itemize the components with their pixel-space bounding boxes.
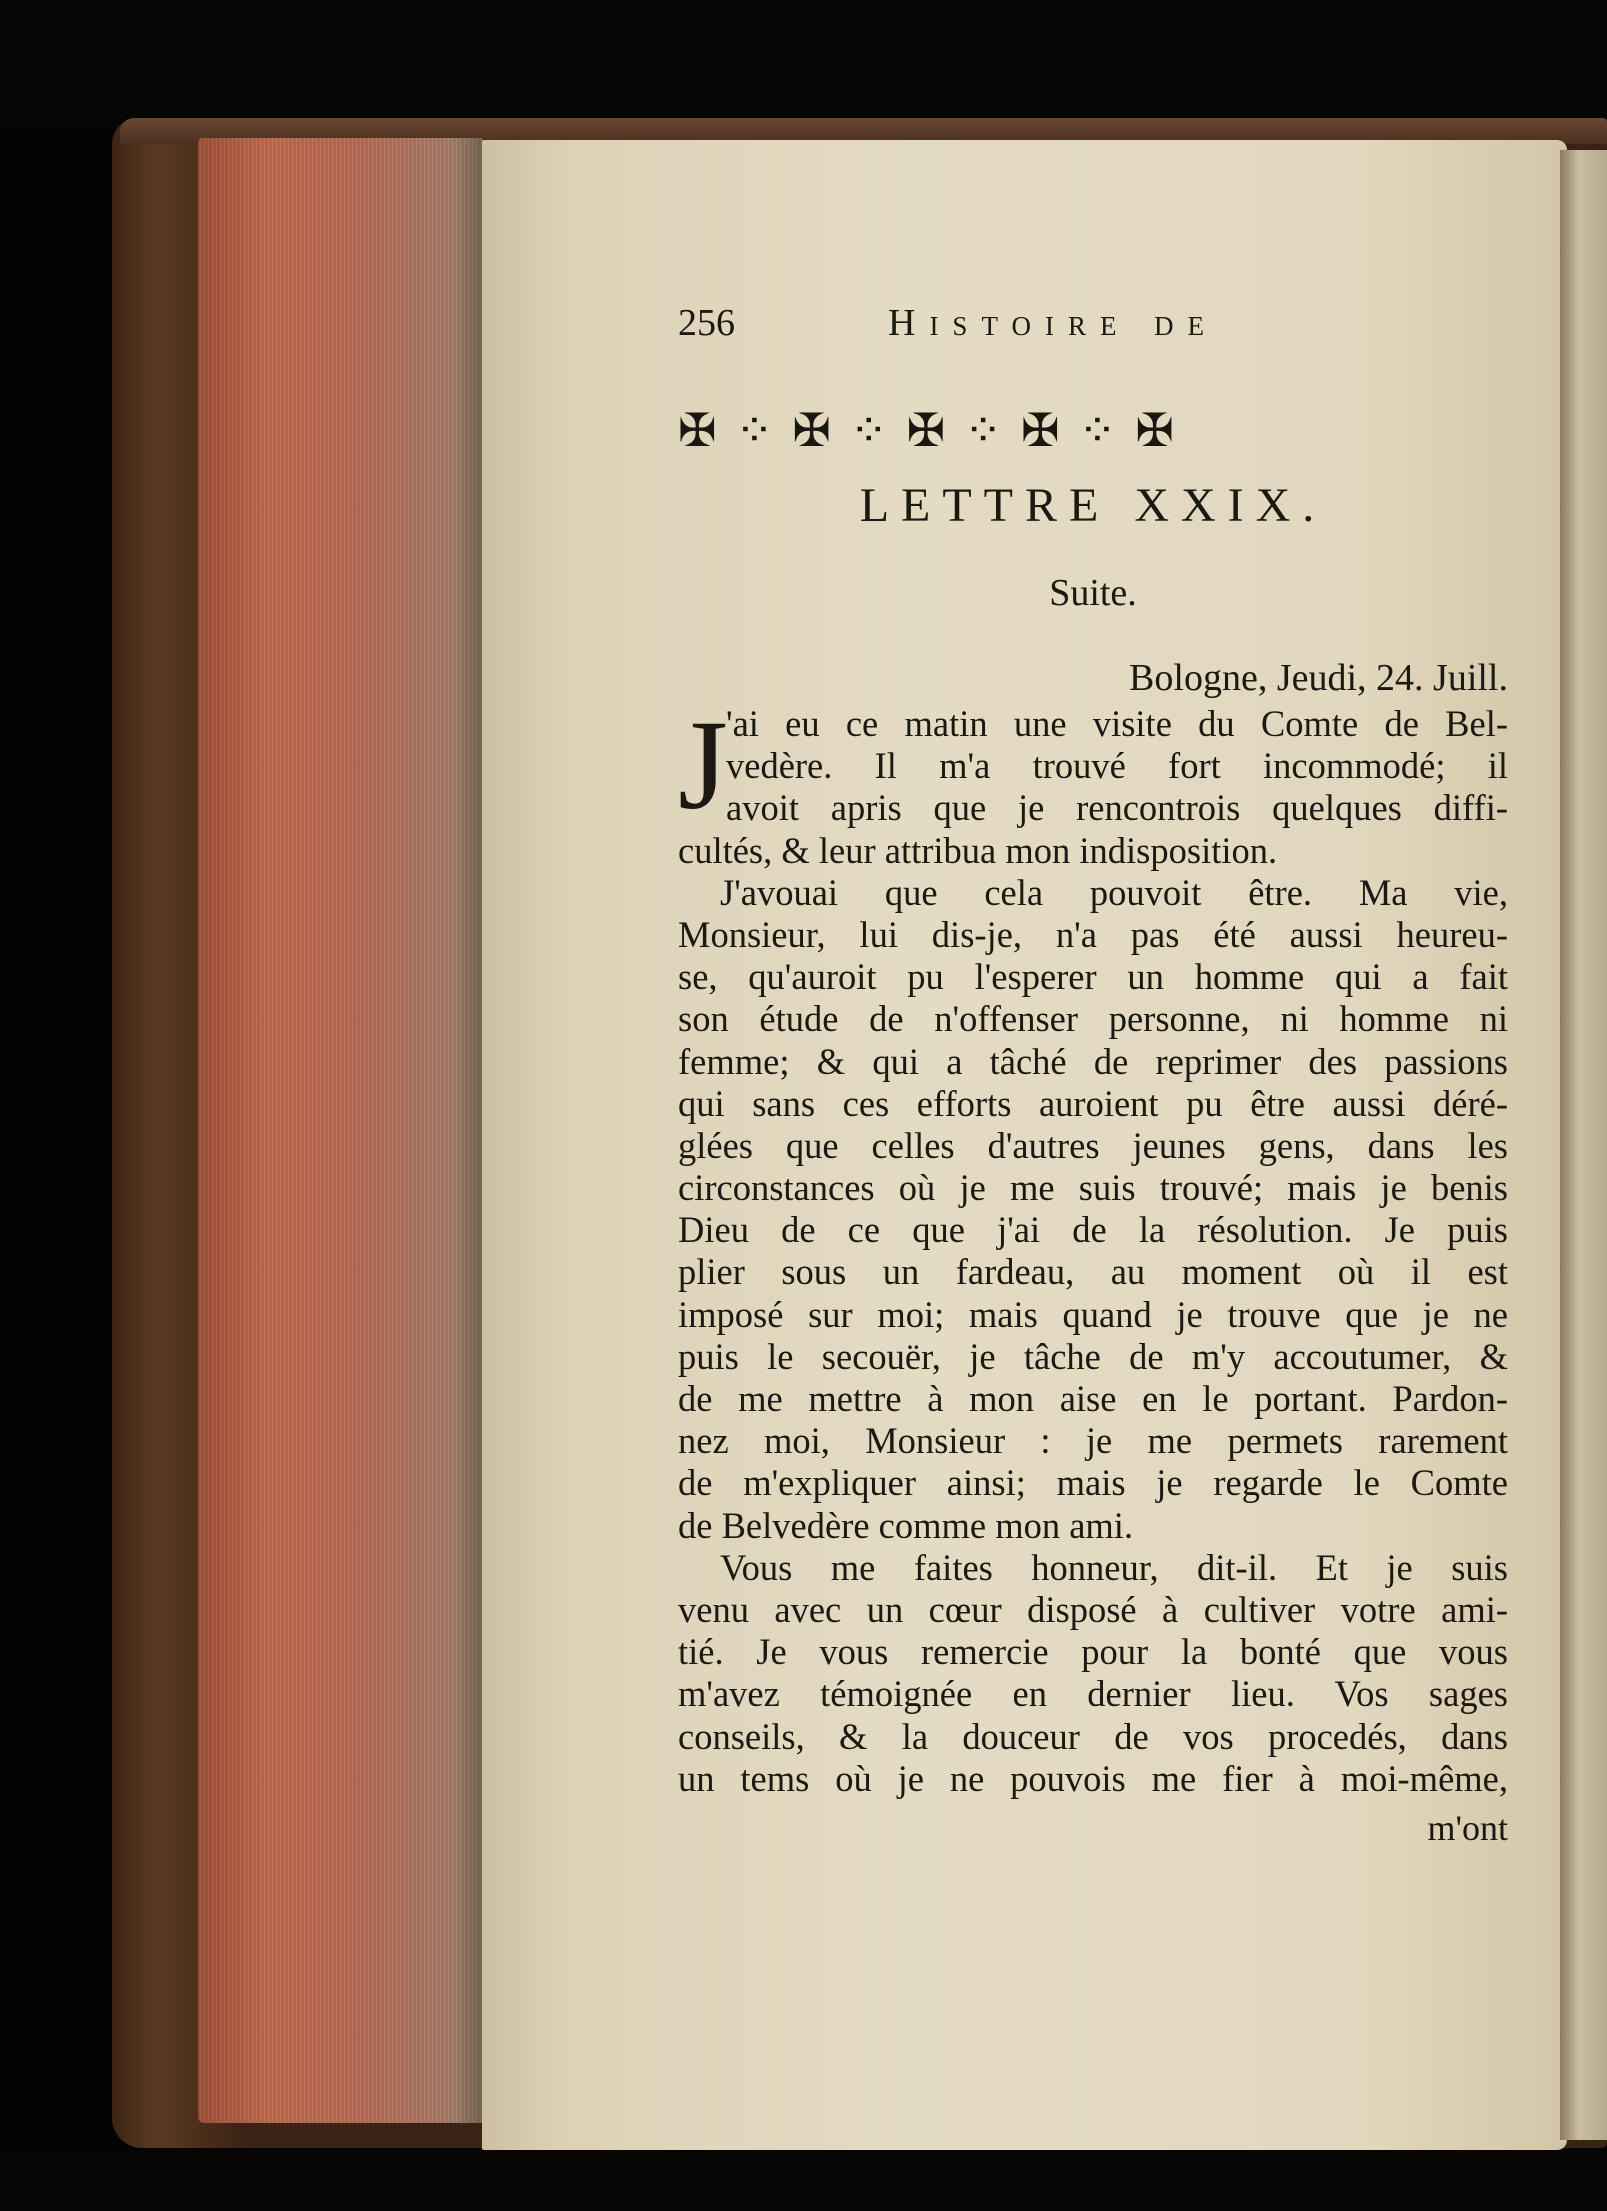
text-line: se, qu'auroit pu l'esperer un homme qui a fait — [678, 956, 1508, 998]
text-line: avoit apris que je rencontrois quelques diffi- — [726, 787, 1508, 829]
letter-subtitle: Suite. — [1049, 572, 1137, 614]
page-edges — [198, 138, 483, 2123]
catchword: m'ont — [1427, 1808, 1508, 1848]
text-line: imposé sur moi; mais quand je trouve que je ne — [678, 1293, 1508, 1335]
text-line: venu avec un cœur disposé à cultiver votre ami- — [678, 1588, 1508, 1630]
ornament-border — [678, 400, 1508, 460]
text-line: 'ai eu ce matin une visite du Comte de Bel- — [726, 703, 1508, 744]
text-line: cultés, & leur attribua mon indisposition. — [678, 829, 1278, 871]
text-line: conseils, & la douceur de vos procedés, dans — [678, 1715, 1508, 1757]
text-line: vedère. Il m'a trouvé fort incommodé; il — [726, 745, 1508, 787]
running-head — [678, 300, 1508, 346]
background-bottom — [0, 2150, 1607, 2211]
text-line: Monsieur, lui dis-je, n'a pas été aussi heureu- — [678, 913, 1508, 955]
text-line: puis le secouër, je tâche de m'y accoutumer, & — [678, 1335, 1508, 1377]
text-line: nez moi, Monsieur : je me permets rarement — [678, 1420, 1508, 1462]
running-title: Histoire de — [888, 302, 1218, 344]
text-line: femme; & qui a tâché de reprimer des passions — [678, 1040, 1508, 1082]
text-line: un tems où je ne pouvois me fier à moi-même, — [678, 1757, 1508, 1799]
letter-title: LETTRE XXIX. — [859, 479, 1327, 532]
text-line: de m'expliquer ainsi; mais je regarde le Comte — [678, 1462, 1508, 1504]
text-line: tié. Je vous remercie pour la bonté que vous — [678, 1631, 1508, 1673]
text-line: qui sans ces efforts auroient pu être aussi déré- — [678, 1082, 1508, 1124]
text-line: de Belvedère comme mon ami. — [678, 1504, 1134, 1546]
text-line: de me mettre à mon aise en le portant. Pardon- — [678, 1378, 1508, 1419]
page-number: 256 — [678, 302, 735, 344]
ornament-glyphs: ✠ ⁘ ✠ ⁘ ✠ ⁘ ✠ ⁘ ✠ — [678, 403, 1176, 457]
page-edges-shade — [452, 138, 486, 2123]
text-line: Vous me faites honneur, dit-il. Et je suis — [720, 1546, 1508, 1588]
drop-cap: J — [678, 694, 728, 836]
dateline: Bologne, Jeudi, 24. Juill. — [1129, 657, 1508, 699]
body-text — [678, 694, 1508, 1800]
background-top — [0, 0, 1607, 130]
text-line: Dieu de ce que j'ai de la résolution. Je puis — [678, 1209, 1508, 1251]
text-line: plier sous un fardeau, au moment où il est — [678, 1251, 1508, 1293]
text-line: son étude de n'offenser personne, ni homme ni — [678, 998, 1508, 1040]
text-line: circonstances où je me suis trouvé; mais je benis — [678, 1167, 1508, 1209]
text-line: J'avouai que cela pouvoit être. Ma vie, — [720, 871, 1508, 913]
text-line: glées que celles d'autres jeunes gens, dans les — [678, 1124, 1508, 1166]
text-line: m'avez témoignée en dernier lieu. Vos sages — [678, 1673, 1508, 1715]
facing-page-edge — [1560, 150, 1607, 2140]
